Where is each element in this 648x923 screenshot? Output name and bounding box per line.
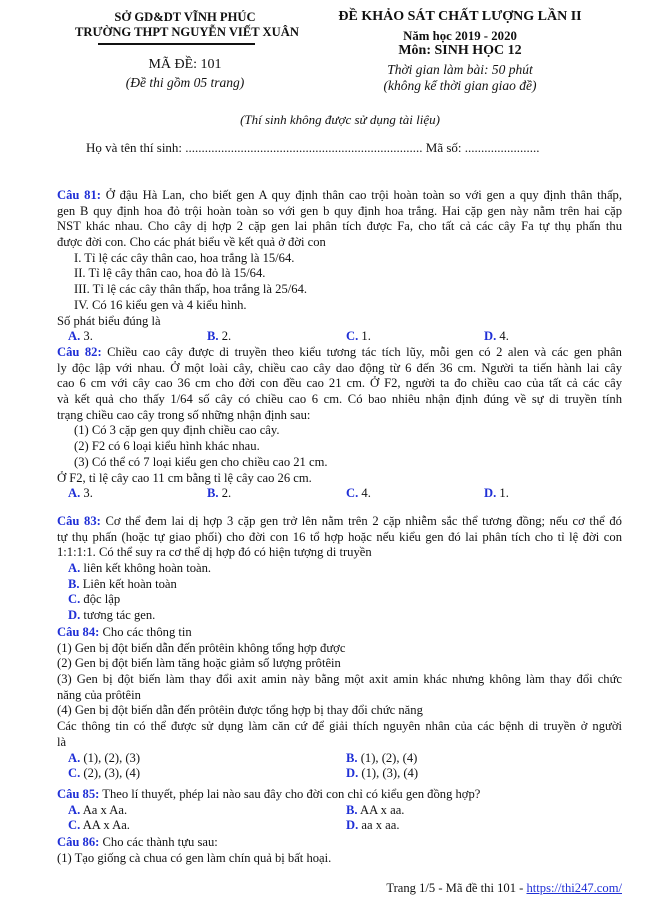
question-text-line (57, 392, 622, 408)
department-name: SỞ GD&DT VĨNH PHÚC (114, 10, 256, 24)
answer-options (57, 486, 622, 502)
answer-options (57, 577, 622, 593)
question-text: Ở đậu Hà Lan, cho biết gen A quy định thân cao trội hoàn toàn so với gen a quy định thân thấp, (100, 188, 622, 202)
answer-options (57, 608, 622, 624)
question-text: được đời con. Cho các phát biểu về kết quả ở đời con (57, 235, 326, 250)
option-letter: C. (346, 486, 359, 501)
question-text-line (57, 625, 622, 641)
question-text: cao 6 cm với cây cao 36 cm cho đời con đều cao 21 cm. Ở F2, người ta đo chiều cao của tất cả các cây (57, 376, 622, 391)
option-letter: C. (346, 329, 359, 344)
option-text: độc lập (80, 592, 121, 607)
school-year: Năm học 2019 - 2020 (403, 29, 517, 43)
option-letter: D. (346, 818, 359, 833)
option-letter: C. (68, 766, 81, 781)
question-number: Câu 85: (57, 787, 100, 801)
answer-option-d[interactable] (484, 329, 509, 345)
answer-option-a[interactable] (68, 751, 140, 767)
exam-title: ĐỀ KHẢO SÁT CHẤT LƯỢNG LẦN II (338, 9, 582, 24)
answer-option-d[interactable] (68, 608, 155, 624)
question-text: tự thụ phấn (hoặc tự giao phối) cho đời con 16 tổ hợp hoặc nếu kiểu gen đó lai phân tích cho tỉ lệ đời con (57, 529, 622, 544)
option-letter: A. (68, 486, 81, 501)
answer-option-c[interactable] (346, 329, 371, 345)
question-text: và kết quả cho thấy 1/64 số cây có chiều cao 6 cm. Có bao nhiêu nhận định đúng về sự di truyền tính (57, 392, 622, 407)
question-number: Câu 83: (57, 514, 101, 528)
option-letter: C. (68, 818, 81, 833)
option-letter: D. (484, 329, 497, 344)
divider (98, 43, 255, 45)
option-text: liên kết không hoàn toàn. (80, 561, 212, 576)
question-number: Câu 86: (57, 835, 100, 849)
statement-item: (1) Gen bị đột biến dẫn đến prôtêin không tổng hợp được (57, 640, 346, 655)
statement-item: (4) Gen bị đột biến dẫn đến prôtêin được tổng hợp bị thay đổi chức năng (57, 703, 423, 718)
answer-option-a[interactable] (68, 486, 93, 502)
option-letter: D. (68, 608, 81, 623)
school-name: TRƯỜNG THPT NGUYỄN VIẾT XUÂN (75, 25, 299, 39)
option-text: (2), (3), (4) (80, 766, 141, 781)
question-text: gen B quy định hoa đỏ trội hoàn toàn so với gen b quy định hoa trắng. Hai cặp gen này nằm trên hai cặp (57, 203, 622, 218)
question-text-line (57, 787, 622, 803)
answer-option-d[interactable] (346, 818, 400, 834)
answer-option-c[interactable] (68, 592, 120, 608)
answer-options (57, 751, 622, 767)
question-82 (57, 345, 622, 502)
answer-options (57, 766, 622, 782)
option-text: 4. (358, 486, 371, 501)
page-count: (Đề thi gồm 05 trang) (125, 75, 245, 90)
option-text: 2. (218, 329, 232, 344)
question-83 (57, 514, 622, 624)
question-text-line (57, 204, 622, 220)
answer-option-b[interactable] (68, 577, 177, 593)
answer-options (57, 592, 622, 608)
footer-text: Trang 1/5 - Mã đề thi 101 - (386, 881, 527, 895)
statement-item: (1) Có 3 cặp gen quy định chiều cao cây. (74, 423, 280, 438)
option-text: (1), (2), (4) (357, 750, 418, 765)
statement-item: Các thông tin có thể được sử dụng làm căn cứ để giải thích nguyên nhân của các bệnh di truyền ở người (57, 719, 622, 734)
option-letter: D. (346, 766, 359, 781)
answer-option-a[interactable] (68, 329, 93, 345)
duration-note: (không kể thời gian giao đề) (383, 78, 537, 93)
option-text: 3. (80, 486, 93, 501)
question-text: ly độc lập với nhau. Ở một loài cây, chiều cao cây dao động từ 6 đến 36 cm. Người ta tiến hành lai cây (57, 360, 622, 375)
statement-item: (1) Tạo giống cà chua có gen làm chín quả bị bất hoại. (57, 850, 332, 865)
answer-option-d[interactable] (346, 766, 418, 782)
option-letter: A. (68, 750, 81, 765)
question-text-line (57, 345, 622, 361)
question-84 (57, 625, 622, 782)
option-letter: B. (346, 802, 358, 817)
option-letter: A. (68, 802, 81, 817)
statement-item: (2) Gen bị đột biến làm tăng hoặc giảm số lượng prôtêin (57, 656, 341, 671)
statement-item: (2) F2 có 6 loại kiểu hình khác nhau. (74, 439, 260, 454)
question-text-line (57, 408, 622, 424)
exam-code: MÃ ĐỀ: 101 (148, 57, 222, 72)
question-text: 1:1:1:1. Có thể suy ra cơ thể dị hợp đó có hiện tượng di truyền (57, 545, 372, 560)
statement-item: (3) Gen bị đột biến làm thay đổi axit amin này bằng một axit amin khác nhưng không làm thay đổi chức (57, 672, 622, 687)
option-letter: C. (68, 592, 81, 607)
question-86 (57, 835, 622, 866)
question-stem: Ở F2, tỉ lệ cây cao 11 cm bằng tỉ lệ cây cao 26 cm. (57, 470, 312, 485)
footer-link[interactable]: https://thi247.com/ (526, 881, 622, 895)
exam-rule: (Thí sinh không được sử dụng tài liệu) (240, 112, 440, 127)
question-text-line (57, 835, 622, 851)
question-text: Cho các thông tin (99, 625, 192, 639)
question-81 (57, 188, 622, 345)
page-footer (386, 881, 622, 896)
answer-option-b[interactable] (346, 803, 404, 819)
question-text: Cho các thành tựu sau: (99, 835, 218, 849)
candidate-info-line: Họ và tên thí sinh: ......................................................................... Mã số: ....................... (86, 140, 540, 155)
option-letter: B. (207, 486, 219, 501)
option-letter: A. (68, 561, 81, 576)
statement-item: IV. Có 16 kiểu gen và 4 kiểu hình. (74, 297, 247, 312)
statement-item: năng của prôtêin (57, 687, 141, 702)
question-text: Chiều cao cây được di truyền theo kiểu tương tác tích lũy, mỗi gen có 2 alen và các gen phân (101, 345, 622, 359)
question-text: Theo lí thuyết, phép lai nào sau đây cho đời con chỉ có kiểu gen đồng hợp? (99, 787, 481, 801)
question-text-line (57, 530, 622, 546)
question-text: NST khác nhau. Cho cây dị hợp 2 cặp gen lai phân tích được Fa, cho tất cả các cây Fa tự thụ phấn thu (57, 219, 622, 234)
answer-options (57, 818, 622, 834)
option-letter: B. (68, 576, 80, 591)
question-text-line (57, 235, 622, 251)
question-number: Câu 84: (57, 625, 100, 639)
option-text: 1. (496, 486, 509, 501)
answer-option-b[interactable] (346, 751, 417, 767)
question-85 (57, 787, 622, 834)
option-text: 4. (496, 329, 509, 344)
statement-item: là (57, 734, 67, 749)
option-letter: D. (484, 486, 497, 501)
question-text-line (57, 545, 622, 561)
option-text: AA x Aa. (80, 818, 130, 833)
answer-option-c[interactable] (346, 486, 371, 502)
answer-options (57, 803, 622, 819)
option-text: AA x aa. (357, 802, 405, 817)
option-text: Aa x Aa. (80, 802, 128, 817)
option-letter: A. (68, 329, 81, 344)
answer-options (57, 561, 622, 577)
option-text: tương tác gen. (80, 608, 156, 623)
question-number: Câu 81: (57, 188, 101, 202)
exam-duration: Thời gian làm bài: 50 phút (387, 62, 533, 77)
question-stem: Số phát biểu đúng là (57, 313, 161, 328)
option-text: aa x aa. (358, 818, 400, 833)
subject: Môn: SINH HỌC 12 (398, 43, 522, 58)
answer-option-c[interactable] (68, 818, 130, 834)
question-text-line (57, 361, 622, 377)
option-text: 2. (218, 486, 232, 501)
statement-item: II. Tỉ lệ cây thân cao, hoa đỏ là 15/64. (74, 266, 266, 281)
question-text: Cơ thể đem lai dị hợp 3 cặp gen trở lên nằm trên 2 cặp nhiễm sắc thể tương đồng; nếu cơ thể đó (100, 514, 622, 528)
answer-option-c[interactable] (68, 766, 140, 782)
option-letter: B. (207, 329, 219, 344)
answer-option-a[interactable] (68, 561, 211, 577)
option-text: Liên kết hoàn toàn (79, 576, 177, 591)
question-text-line (57, 376, 622, 392)
statement-item: I. Tỉ lệ các cây thân cao, hoa trắng là 15/64. (74, 250, 295, 265)
question-text-line (57, 514, 622, 530)
question-text-line (57, 188, 622, 204)
question-text-line (57, 219, 622, 235)
option-text: (1), (2), (3) (80, 750, 141, 765)
option-text: (1), (3), (4) (358, 766, 419, 781)
option-text: 3. (80, 329, 93, 344)
question-text: trạng chiều cao cây trong số những nhận định sau: (57, 407, 311, 422)
answer-options (57, 329, 622, 345)
option-text: 1. (358, 329, 371, 344)
answer-option-b[interactable] (207, 486, 231, 502)
question-number: Câu 82: (57, 345, 102, 359)
statement-item: (3) Có thể có 7 loại kiểu gen cho chiều cao 21 cm. (74, 454, 328, 469)
answer-option-d[interactable] (484, 486, 509, 502)
answer-option-b[interactable] (207, 329, 231, 345)
option-letter: B. (346, 750, 358, 765)
answer-option-a[interactable] (68, 803, 127, 819)
statement-item: III. Tỉ lệ các cây thân thấp, hoa trắng là 25/64. (74, 282, 308, 297)
